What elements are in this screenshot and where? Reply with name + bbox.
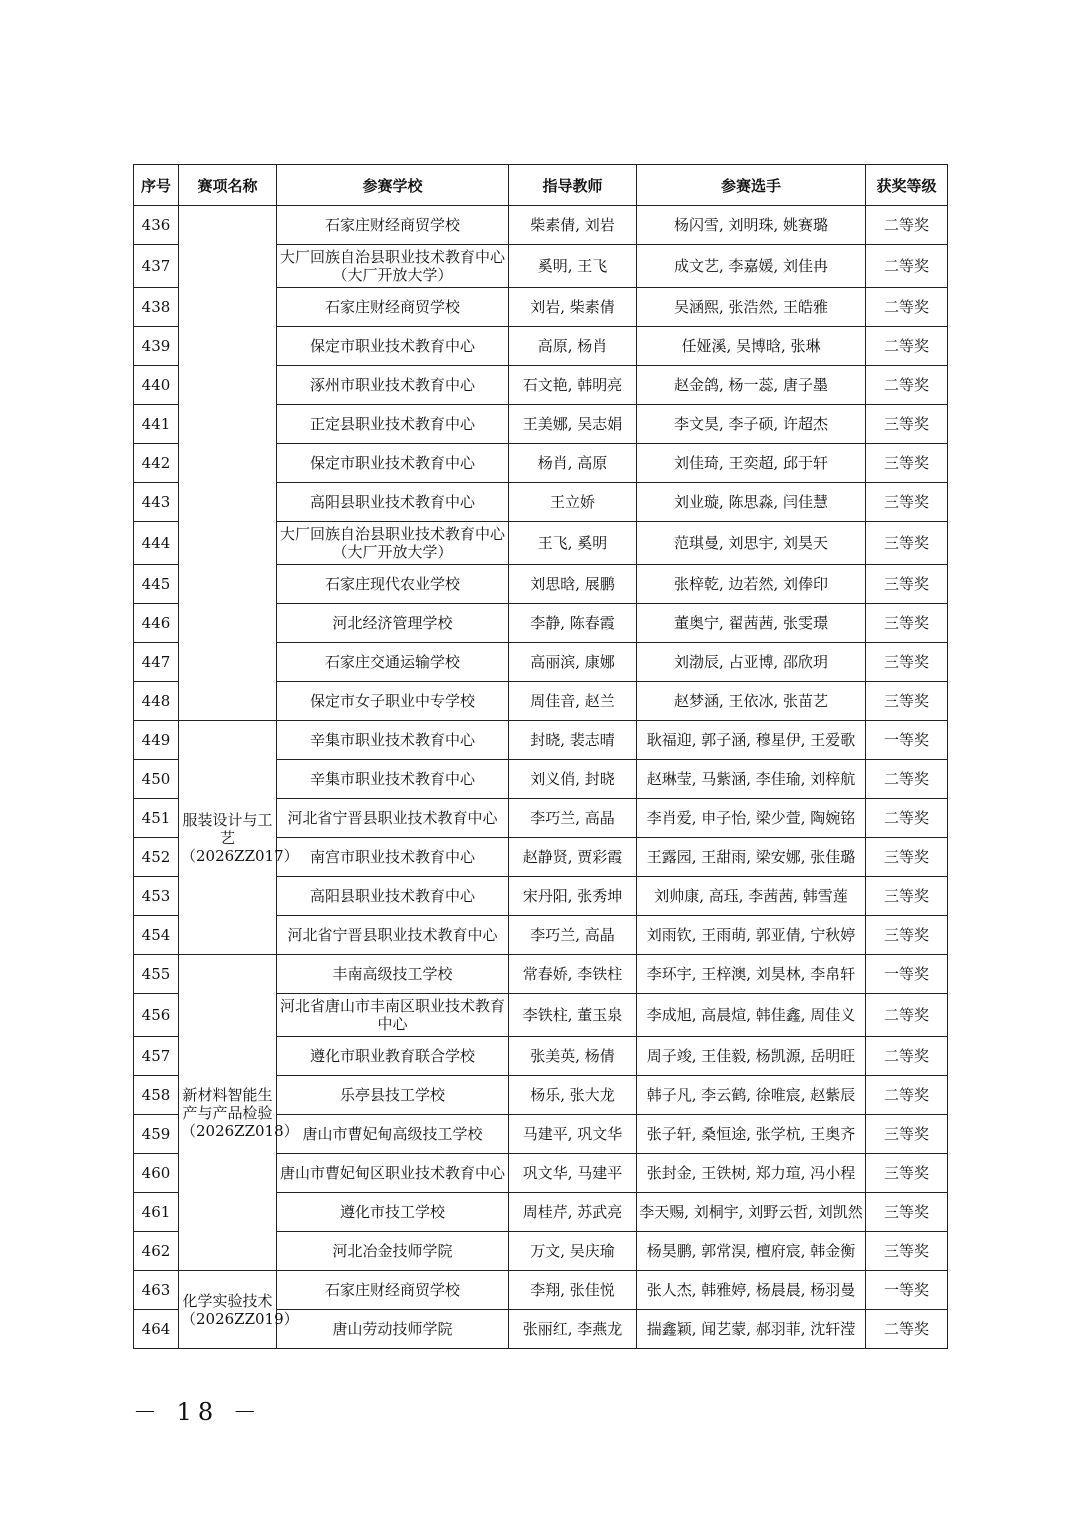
page-number: － 18 － (133, 1398, 263, 1426)
contestants-cell: 成文艺, 李嘉媛, 刘佳冉 (637, 245, 866, 288)
contestants-cell: 范琪曼, 刘思宇, 刘昊天 (637, 522, 866, 565)
contestants-cell: 王露园, 王甜雨, 梁安娜, 张佳璐 (637, 838, 866, 877)
teacher-cell: 张美英, 杨倩 (509, 1037, 637, 1076)
school-cell: 丰南高级技工学校 (277, 955, 509, 994)
award-cell: 二等奖 (866, 245, 948, 288)
index-cell: 447 (134, 643, 179, 682)
school-cell: 涿州市职业技术教育中心 (277, 366, 509, 405)
teacher-cell: 马建平, 巩文华 (509, 1115, 637, 1154)
award-cell: 二等奖 (866, 799, 948, 838)
header-index: 序号 (134, 165, 179, 206)
table-header (134, 165, 948, 206)
teacher-cell: 巩文华, 马建平 (509, 1154, 637, 1193)
teacher-cell: 李静, 陈春霞 (509, 604, 637, 643)
table-body (134, 206, 948, 1349)
contestants-cell: 刘业璇, 陈思淼, 闫佳慧 (637, 483, 866, 522)
index-cell: 448 (134, 682, 179, 721)
index-cell: 453 (134, 877, 179, 916)
award-cell: 三等奖 (866, 565, 948, 604)
teacher-cell: 王美娜, 吴志娟 (509, 405, 637, 444)
index-cell: 450 (134, 760, 179, 799)
teacher-cell: 封晓, 裴志晴 (509, 721, 637, 760)
award-cell: 二等奖 (866, 288, 948, 327)
contestants-cell: 杨闪雪, 刘明珠, 姚赛璐 (637, 206, 866, 245)
event-name-cell: 服装设计与工艺（2026ZZ017） (179, 721, 277, 955)
index-cell: 438 (134, 288, 179, 327)
school-cell: 大厂回族自治县职业技术教育中心（大厂开放大学） (277, 522, 509, 565)
teacher-cell: 杨乐, 张大龙 (509, 1076, 637, 1115)
index-cell: 443 (134, 483, 179, 522)
school-cell: 遵化市职业教育联合学校 (277, 1037, 509, 1076)
index-cell: 458 (134, 1076, 179, 1115)
teacher-cell: 刘义俏, 封晓 (509, 760, 637, 799)
award-cell: 二等奖 (866, 994, 948, 1037)
award-cell: 二等奖 (866, 327, 948, 366)
contestants-cell: 张人杰, 韩雅婷, 杨晨晨, 杨羽曼 (637, 1271, 866, 1310)
index-cell: 457 (134, 1037, 179, 1076)
school-cell: 石家庄交通运输学校 (277, 643, 509, 682)
school-cell: 遵化市技工学校 (277, 1193, 509, 1232)
index-cell: 454 (134, 916, 179, 955)
contestants-cell: 揣鑫颖, 闻艺蒙, 郝羽菲, 沈轩滢 (637, 1310, 866, 1349)
contestants-cell: 赵梦涵, 王依冰, 张苗艺 (637, 682, 866, 721)
index-cell: 446 (134, 604, 179, 643)
school-cell: 正定县职业技术教育中心 (277, 405, 509, 444)
table-row (134, 206, 948, 245)
contestants-cell: 赵琳莹, 马紫涵, 李佳瑜, 刘梓航 (637, 760, 866, 799)
header-contestants: 参赛选手 (637, 165, 866, 206)
school-cell: 高阳县职业技术教育中心 (277, 877, 509, 916)
school-cell: 石家庄现代农业学校 (277, 565, 509, 604)
teacher-cell: 周佳音, 赵兰 (509, 682, 637, 721)
header-school: 参赛学校 (277, 165, 509, 206)
award-cell: 二等奖 (866, 366, 948, 405)
teacher-cell: 高丽滨, 康娜 (509, 643, 637, 682)
contestants-cell: 韩子凡, 李云鹤, 徐唯宸, 赵紫辰 (637, 1076, 866, 1115)
teacher-cell: 李巧兰, 高晶 (509, 799, 637, 838)
index-cell: 436 (134, 206, 179, 245)
award-cell: 三等奖 (866, 444, 948, 483)
school-cell: 南宫市职业技术教育中心 (277, 838, 509, 877)
school-cell: 河北经济管理学校 (277, 604, 509, 643)
teacher-cell: 杨肖, 高原 (509, 444, 637, 483)
event-name-cell: 新材料智能生产与产品检验（2026ZZ018） (179, 955, 277, 1271)
index-cell: 442 (134, 444, 179, 483)
school-cell: 乐亭县技工学校 (277, 1076, 509, 1115)
teacher-cell: 张丽红, 李燕龙 (509, 1310, 637, 1349)
header-teacher: 指导教师 (509, 165, 637, 206)
index-cell: 451 (134, 799, 179, 838)
award-cell: 一等奖 (866, 955, 948, 994)
contestants-cell: 董奥宁, 翟茜茜, 张雯璟 (637, 604, 866, 643)
teacher-cell: 李巧兰, 高晶 (509, 916, 637, 955)
teacher-cell: 周桂芹, 苏武亮 (509, 1193, 637, 1232)
school-cell: 唐山市曹妃甸高级技工学校 (277, 1115, 509, 1154)
school-cell: 保定市职业技术教育中心 (277, 444, 509, 483)
contestants-cell: 张梓乾, 边若然, 刘俸印 (637, 565, 866, 604)
teacher-cell: 李铁柱, 董玉泉 (509, 994, 637, 1037)
school-cell: 河北省宁晋县职业技术教育中心 (277, 916, 509, 955)
index-cell: 440 (134, 366, 179, 405)
contestants-cell: 李肖爱, 申子怡, 梁少萱, 陶婉铭 (637, 799, 866, 838)
school-cell: 石家庄财经商贸学校 (277, 288, 509, 327)
award-cell: 三等奖 (866, 1115, 948, 1154)
index-cell: 437 (134, 245, 179, 288)
award-cell: 三等奖 (866, 1193, 948, 1232)
index-cell: 464 (134, 1310, 179, 1349)
teacher-cell: 赵静贤, 贾彩霞 (509, 838, 637, 877)
table-row (134, 1271, 948, 1310)
teacher-cell: 李翔, 张佳悦 (509, 1271, 637, 1310)
school-cell: 河北省宁晋县职业技术教育中心 (277, 799, 509, 838)
award-cell: 二等奖 (866, 760, 948, 799)
index-cell: 461 (134, 1193, 179, 1232)
award-cell: 三等奖 (866, 682, 948, 721)
school-cell: 唐山劳动技师学院 (277, 1310, 509, 1349)
school-cell: 大厂回族自治县职业技术教育中心（大厂开放大学） (277, 245, 509, 288)
school-cell: 高阳县职业技术教育中心 (277, 483, 509, 522)
award-cell: 二等奖 (866, 1037, 948, 1076)
contestants-cell: 吴涵熙, 张浩然, 王皓雅 (637, 288, 866, 327)
index-cell: 449 (134, 721, 179, 760)
school-cell: 石家庄财经商贸学校 (277, 1271, 509, 1310)
award-cell: 三等奖 (866, 522, 948, 565)
award-cell: 三等奖 (866, 838, 948, 877)
contestants-cell: 刘雨钦, 王雨萌, 郭亚倩, 宁秋婷 (637, 916, 866, 955)
teacher-cell: 王飞, 奚明 (509, 522, 637, 565)
header-event: 赛项名称 (179, 165, 277, 206)
index-cell: 439 (134, 327, 179, 366)
contestants-cell: 刘渤辰, 占亚博, 邵欣玥 (637, 643, 866, 682)
header-award: 获奖等级 (866, 165, 948, 206)
school-cell: 河北省唐山市丰南区职业技术教育中心 (277, 994, 509, 1037)
school-cell: 石家庄财经商贸学校 (277, 206, 509, 245)
contestants-cell: 任娅溪, 吴博晗, 张琳 (637, 327, 866, 366)
teacher-cell: 常春娇, 李铁柱 (509, 955, 637, 994)
teacher-cell: 高原, 杨肖 (509, 327, 637, 366)
table-row (134, 955, 948, 994)
award-cell: 三等奖 (866, 1154, 948, 1193)
teacher-cell: 王立娇 (509, 483, 637, 522)
school-cell: 辛集市职业技术教育中心 (277, 760, 509, 799)
contestants-cell: 周子竣, 王佳毅, 杨凯源, 岳明旺 (637, 1037, 866, 1076)
teacher-cell: 万文, 吴庆瑜 (509, 1232, 637, 1271)
contestants-cell: 李环宇, 王梓澳, 刘昊林, 李帛轩 (637, 955, 866, 994)
award-cell: 三等奖 (866, 1232, 948, 1271)
award-table (133, 164, 948, 1349)
index-cell: 463 (134, 1271, 179, 1310)
school-cell: 河北冶金技师学院 (277, 1232, 509, 1271)
school-cell: 辛集市职业技术教育中心 (277, 721, 509, 760)
contestants-cell: 刘佳琦, 王奕超, 邱于轩 (637, 444, 866, 483)
award-cell: 二等奖 (866, 1310, 948, 1349)
award-cell: 三等奖 (866, 877, 948, 916)
event-name-cell: 化学实验技术（2026ZZ019） (179, 1271, 277, 1349)
teacher-cell: 柴素倩, 刘岩 (509, 206, 637, 245)
award-cell: 二等奖 (866, 206, 948, 245)
award-cell: 三等奖 (866, 604, 948, 643)
index-cell: 460 (134, 1154, 179, 1193)
award-cell: 二等奖 (866, 1076, 948, 1115)
school-cell: 唐山市曹妃甸区职业技术教育中心 (277, 1154, 509, 1193)
contestants-cell: 李文昊, 李子硕, 许超杰 (637, 405, 866, 444)
award-cell: 三等奖 (866, 483, 948, 522)
contestants-cell: 耿福迎, 郭子涵, 穆星伊, 王爱歌 (637, 721, 866, 760)
contestants-cell: 李天赐, 刘桐宇, 刘野云哲, 刘凯然 (637, 1193, 866, 1232)
award-cell: 一等奖 (866, 1271, 948, 1310)
index-cell: 445 (134, 565, 179, 604)
contestants-cell: 赵金鸽, 杨一蕊, 唐子墨 (637, 366, 866, 405)
contestants-cell: 李成旭, 高晨煊, 韩佳鑫, 周佳义 (637, 994, 866, 1037)
award-cell: 一等奖 (866, 721, 948, 760)
contestants-cell: 张封金, 王铁树, 郑力瑄, 冯小程 (637, 1154, 866, 1193)
school-cell: 保定市女子职业中专学校 (277, 682, 509, 721)
school-cell: 保定市职业技术教育中心 (277, 327, 509, 366)
index-cell: 452 (134, 838, 179, 877)
teacher-cell: 刘思晗, 展鹏 (509, 565, 637, 604)
index-cell: 455 (134, 955, 179, 994)
teacher-cell: 石文艳, 韩明亮 (509, 366, 637, 405)
contestants-cell: 张子轩, 桑恒途, 张学杭, 王奥齐 (637, 1115, 866, 1154)
index-cell: 459 (134, 1115, 179, 1154)
index-cell: 444 (134, 522, 179, 565)
table-row (134, 721, 948, 760)
award-cell: 三等奖 (866, 405, 948, 444)
teacher-cell: 宋丹阳, 张秀坤 (509, 877, 637, 916)
index-cell: 441 (134, 405, 179, 444)
teacher-cell: 刘岩, 柴素倩 (509, 288, 637, 327)
contestants-cell: 杨昊鹏, 郭常淏, 檀府宸, 韩金衡 (637, 1232, 866, 1271)
award-cell: 三等奖 (866, 643, 948, 682)
award-cell: 三等奖 (866, 916, 948, 955)
index-cell: 462 (134, 1232, 179, 1271)
event-name-cell (179, 206, 277, 721)
contestants-cell: 刘帅康, 高珏, 李茜茜, 韩雪莲 (637, 877, 866, 916)
index-cell: 456 (134, 994, 179, 1037)
teacher-cell: 奚明, 王飞 (509, 245, 637, 288)
